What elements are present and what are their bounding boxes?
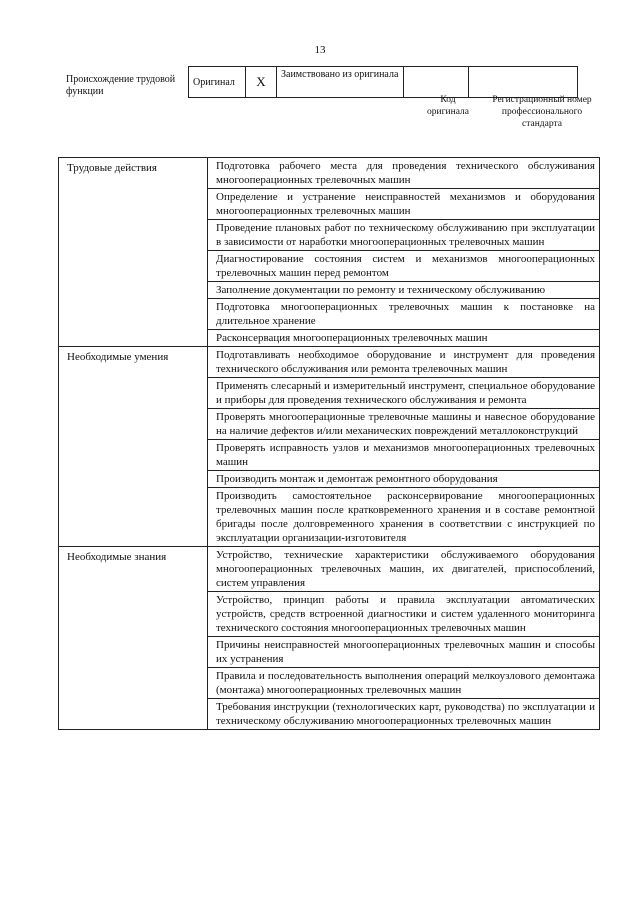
list-item: Применять слесарный и измерительный инструмент, специальное оборудование и приборы для проведения технического обслуживания и ремонта	[208, 378, 599, 409]
list-item: Устройство, технические характеристики обслуживаемого оборудования многооперационных трелевочных машин, их двигателей, приспособлений, систем управления	[208, 547, 599, 592]
list-item: Расконсервация многооперационных трелевочных машин	[216, 332, 488, 344]
list-item: Проведение плановых работ по техническому обслуживанию при эксплуатации в зависимости от наработки многооперационных трелевочных машин	[208, 220, 599, 251]
original-cell: Оригинал	[189, 67, 246, 98]
page-number: 13	[314, 44, 326, 56]
list-item: Диагностирование состояния систем и механизмов многооперационных трелевочных машин перед ремонтом	[208, 251, 599, 282]
list-item: Подготовка рабочего места для проведения технического обслуживания многооперационных трелевочных машин	[208, 158, 599, 189]
labor-function-table	[58, 157, 600, 730]
section-title: Трудовые действия	[59, 158, 208, 347]
list-item: Требования инструкции (технологических карт, руководства) по эксплуатации и техническому обслуживанию многооперационных трелевочных машин	[216, 701, 595, 727]
list-item: Заполнение документации по ремонту и техническому обслуживанию	[208, 282, 599, 299]
section-row-knowledge	[59, 547, 600, 730]
code-cell	[404, 67, 469, 98]
list-item: Причины неисправностей многооперационных трелевочных машин и способы их устранения	[208, 637, 599, 668]
list-item: Устройство, принцип работы и правила эксплуатации автоматических устройств, средств встроенной диагностики и систем удаленного мониторинга технического состояния многооперационных трелевочных машин	[208, 592, 599, 637]
reg-number-caption: Регистрационный номер профессионального стандарта	[492, 95, 592, 129]
list-item: Подготавливать необходимое оборудование и инструмент для проведения технического обслуживания или ремонта трелевочных машин	[208, 347, 599, 378]
original-mark: X	[246, 67, 277, 98]
list-item: Определение и устранение неисправностей механизмов и оборудования многооперационных трелевочных машин	[208, 189, 599, 220]
list-item: Подготовка многооперационных трелевочных машин к постановке на длительное хранение	[208, 299, 599, 330]
code-caption: Код оригинала	[427, 95, 469, 117]
list-item: Правила и последовательность выполнения операций мелкоузлового демонтажа (монтажа) многооперационных трелевочных машин	[208, 668, 599, 699]
section-title: Необходимые умения	[59, 347, 208, 547]
list-item: Производить самостоятельное расконсервирование многооперационных трелевочных машин после кратковременного хранения и в составе ремонтной бригады после долговременного хранения в соответствии с инструкцией по эксплуатации организации-изготовителя	[216, 490, 595, 544]
reg-number-cell	[469, 67, 578, 98]
section-items	[208, 547, 600, 730]
section-title: Необходимые знания	[59, 547, 208, 730]
section-row-actions	[59, 158, 600, 347]
borrowed-cell: Заимствовано из оригинала	[277, 67, 404, 98]
section-items	[208, 158, 600, 347]
origin-label: Происхождение трудовой функции	[66, 74, 176, 97]
list-item: Производить монтаж и демонтаж ремонтного оборудования	[208, 471, 599, 488]
section-items	[208, 347, 600, 547]
list-item: Проверять многооперационные трелевочные машины и навесное оборудование на наличие дефектов и/или механических повреждений металлоконструкций	[208, 409, 599, 440]
list-item: Проверять исправность узлов и механизмов многооперационных трелевочных машин	[208, 440, 599, 471]
section-row-skills	[59, 347, 600, 547]
